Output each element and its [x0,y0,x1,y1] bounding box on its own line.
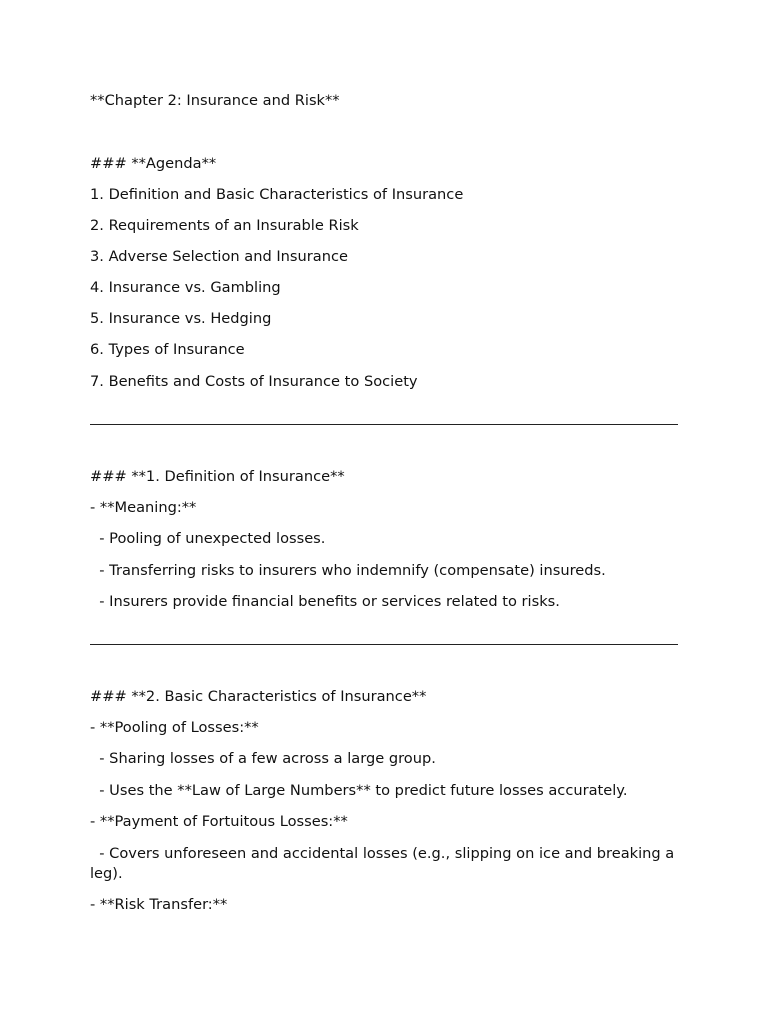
pooling-point: - Uses the **Law of Large Numbers** to predict future losses accurately. [90,782,628,799]
fortuitous-point: - Covers unforeseen and accidental losses (e.g., slipping on ice and breaking a leg). [90,845,679,882]
agenda-item: 2. Requirements of an Insurable Risk [90,217,359,234]
pooling-label: - **Pooling of Losses:** [90,719,259,736]
meaning-label: - **Meaning:** [90,499,197,516]
agenda-item: 7. Benefits and Costs of Insurance to Society [90,373,418,390]
agenda-item: 4. Insurance vs. Gambling [90,279,281,296]
agenda-item: 3. Adverse Selection and Insurance [90,248,348,265]
agenda-item: 6. Types of Insurance [90,341,245,358]
risk-transfer-label: - **Risk Transfer:** [90,896,228,913]
chapter-title: **Chapter 2: Insurance and Risk** [90,92,340,109]
section-divider [90,424,678,425]
agenda-heading: ### **Agenda** [90,155,217,172]
section2-heading: ### **2. Basic Characteristics of Insurance** [90,688,427,705]
document-page [90,0,678,1024]
section-divider [90,644,678,645]
fortuitous-label: - **Payment of Fortuitous Losses:** [90,813,348,830]
section1-heading: ### **1. Definition of Insurance** [90,468,345,485]
meaning-point: - Transferring risks to insurers who indemnify (compensate) insureds. [90,562,606,579]
meaning-point: - Pooling of unexpected losses. [90,530,326,547]
meaning-point: - Insurers provide financial benefits or services related to risks. [90,593,560,610]
agenda-item: 1. Definition and Basic Characteristics of Insurance [90,186,464,203]
pooling-point: - Sharing losses of a few across a large group. [90,750,436,767]
agenda-item: 5. Insurance vs. Hedging [90,310,272,327]
